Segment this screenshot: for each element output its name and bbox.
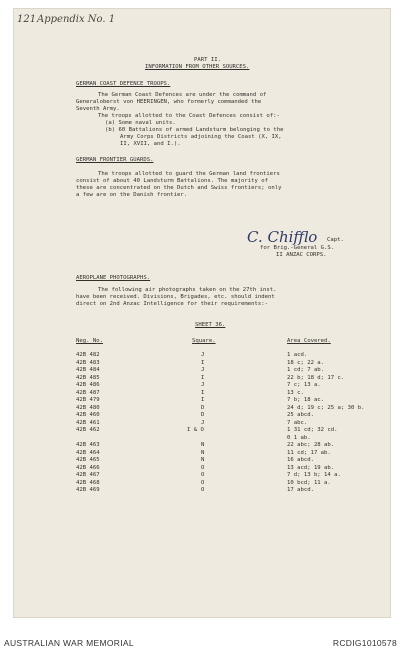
area-cell: 1 acd. xyxy=(287,352,308,358)
square-cell: J xyxy=(201,367,205,373)
neg-cell: 42B 485 xyxy=(76,374,100,381)
coast-heading: GERMAN COAST DEFENCE TROOPS. xyxy=(76,81,171,87)
signature-corps: II ANZAC CORPS. xyxy=(276,252,327,258)
area-cell: 25 abcd. xyxy=(287,412,314,418)
square-cell: I xyxy=(201,389,205,396)
table-row xyxy=(0,375,376,382)
table-row xyxy=(0,472,376,479)
sheet-title: SHEET 36. xyxy=(195,322,226,328)
table-row xyxy=(0,390,376,397)
coast-line: (a) Some naval units. xyxy=(105,120,176,126)
coast-line: Army Corps Districts adjoining the Coast (X, IX, xyxy=(120,134,282,140)
square-cell: I xyxy=(201,359,205,366)
square-cell: N xyxy=(201,442,205,448)
document-title: INFORMATION FROM OTHER SOURCES. xyxy=(145,64,250,70)
square-cell: O xyxy=(201,472,205,478)
footer-document-id: RCDIG1010578 xyxy=(332,638,397,648)
neg-cell: 42B 467 xyxy=(76,472,100,478)
neg-cell: 42B 463 xyxy=(76,442,100,448)
square-cell: O xyxy=(201,479,205,486)
area-cell: 22 b; 18 d; 17 c. xyxy=(287,374,345,381)
frontier-heading: GERMAN FRONTIER GUARDS. xyxy=(76,157,154,163)
table-row xyxy=(0,420,376,427)
square-cell: O xyxy=(201,487,205,493)
area-cell: 1 cd; 7 ab. xyxy=(287,367,325,373)
table-row xyxy=(0,360,376,367)
neg-cell: 42B 461 xyxy=(76,419,100,426)
square-cell: N xyxy=(201,457,205,463)
coast-line: II, XVII, and I.). xyxy=(120,141,181,147)
area-cell: 24 d; 19 c; 25 a; 30 b. xyxy=(287,404,365,411)
neg-cell: 42B 482 xyxy=(76,352,100,358)
table-row xyxy=(0,480,376,487)
neg-cell: 42B 462 xyxy=(76,427,100,433)
area-cell: 0 1 ab. xyxy=(287,434,311,441)
square-cell: D xyxy=(201,412,205,418)
area-cell: 18 c; 22 a. xyxy=(287,359,325,366)
area-cell: 13 c. xyxy=(287,389,304,396)
col-header-neg: Neg. No. xyxy=(76,338,103,344)
area-cell: 11 cd; 17 ab. xyxy=(287,449,331,456)
table-row xyxy=(0,405,376,412)
table-row xyxy=(0,457,376,464)
square-cell: I xyxy=(201,397,205,403)
signature-rank: Capt. xyxy=(327,237,344,243)
neg-cell: 42B 460 xyxy=(76,412,100,418)
signature-for-line: for Brig.-General G.S. xyxy=(260,245,335,251)
square-cell: I & O xyxy=(187,427,204,433)
square-cell: J xyxy=(201,352,205,358)
coast-line: Seventh Army. xyxy=(76,106,120,112)
part-heading: PART II. xyxy=(194,57,221,63)
area-cell: 16 abcd. xyxy=(287,457,314,463)
neg-cell: 42B 464 xyxy=(76,449,100,456)
table-row xyxy=(0,450,376,457)
coast-line: (b) 60 Battalions of armed Landsturm belonging to the xyxy=(105,127,284,133)
aerial-line: direct on 2nd Anzac Intelligence for their requirements:- xyxy=(76,301,268,307)
area-cell: 7 abc. xyxy=(287,419,308,426)
table-row xyxy=(0,487,376,494)
neg-cell: 42B 483 xyxy=(76,359,100,366)
table-row xyxy=(0,465,376,472)
area-cell: 1 31 cd; 32 cd. xyxy=(287,427,338,433)
aerial-line: The following air photographs taken on the 27th inst. xyxy=(98,287,277,293)
table-row xyxy=(0,442,376,449)
neg-cell: 42B 486 xyxy=(76,382,100,388)
area-cell: 7 d; 13 b; 14 a. xyxy=(287,472,341,478)
area-cell: 22 abc; 28 ab. xyxy=(287,442,335,448)
coast-line: Generaloberst von HEERINGEN, who formerly commanded the xyxy=(76,99,262,105)
footer-institution: AUSTRALIAN WAR MEMORIAL xyxy=(4,638,134,648)
area-cell: 10 bcd; 11 a. xyxy=(287,479,331,486)
frontier-line: consist of about 40 Landsturm Battalions. The majority of xyxy=(76,178,268,184)
table-row xyxy=(0,397,376,404)
frontier-line: a few are on the Danish frontier. xyxy=(76,192,188,198)
neg-cell: 42B 469 xyxy=(76,487,100,493)
area-cell: 7 b; 18 ac. xyxy=(287,397,325,403)
table-row xyxy=(0,435,376,442)
aerial-heading: AEROPLANE PHOTOGRAPHS. xyxy=(76,275,151,281)
area-cell: 17 abcd. xyxy=(287,487,314,493)
neg-cell: 42B 466 xyxy=(76,464,100,471)
handwritten-signature: C. Chifflo xyxy=(247,228,318,246)
table-row xyxy=(0,352,376,359)
appendix-annotation: Appendix No. 1 xyxy=(37,14,116,25)
col-header-square: Square. xyxy=(192,338,216,344)
square-cell: N xyxy=(201,449,205,456)
square-cell: O xyxy=(201,464,205,471)
neg-cell: 42B 468 xyxy=(76,479,100,486)
neg-cell: 42B 484 xyxy=(76,367,100,373)
square-cell: J xyxy=(201,382,205,388)
table-row xyxy=(0,427,376,434)
neg-cell: 42B 480 xyxy=(76,404,100,411)
square-cell: J xyxy=(201,419,205,426)
aerial-line: have been received. Divisions, Brigades, etc. should indent xyxy=(76,294,275,300)
area-cell: 7 c; 13 a. xyxy=(287,382,321,388)
neg-cell: 42B 479 xyxy=(76,397,100,403)
page-number-annotation: 121 xyxy=(17,14,37,25)
coast-line: The troops allotted to the Coast Defences consist of:- xyxy=(98,113,280,119)
table-row xyxy=(0,367,376,374)
col-header-area: Area Covered. xyxy=(287,338,331,344)
coast-line: The German Coast Defences are under the command of xyxy=(98,92,267,98)
frontier-line: these are concentrated on the Dutch and Swiss frontiers; only xyxy=(76,185,282,191)
neg-cell: 42B 487 xyxy=(76,389,100,396)
neg-cell: 42B 465 xyxy=(76,457,100,463)
area-cell: 13 acd; 19 ab. xyxy=(287,464,335,471)
frontier-line: The troops allotted to guard the German land frontiers xyxy=(98,171,280,177)
square-cell: D xyxy=(201,404,205,411)
table-row xyxy=(0,382,376,389)
table-row xyxy=(0,412,376,419)
square-cell: I xyxy=(201,374,205,381)
